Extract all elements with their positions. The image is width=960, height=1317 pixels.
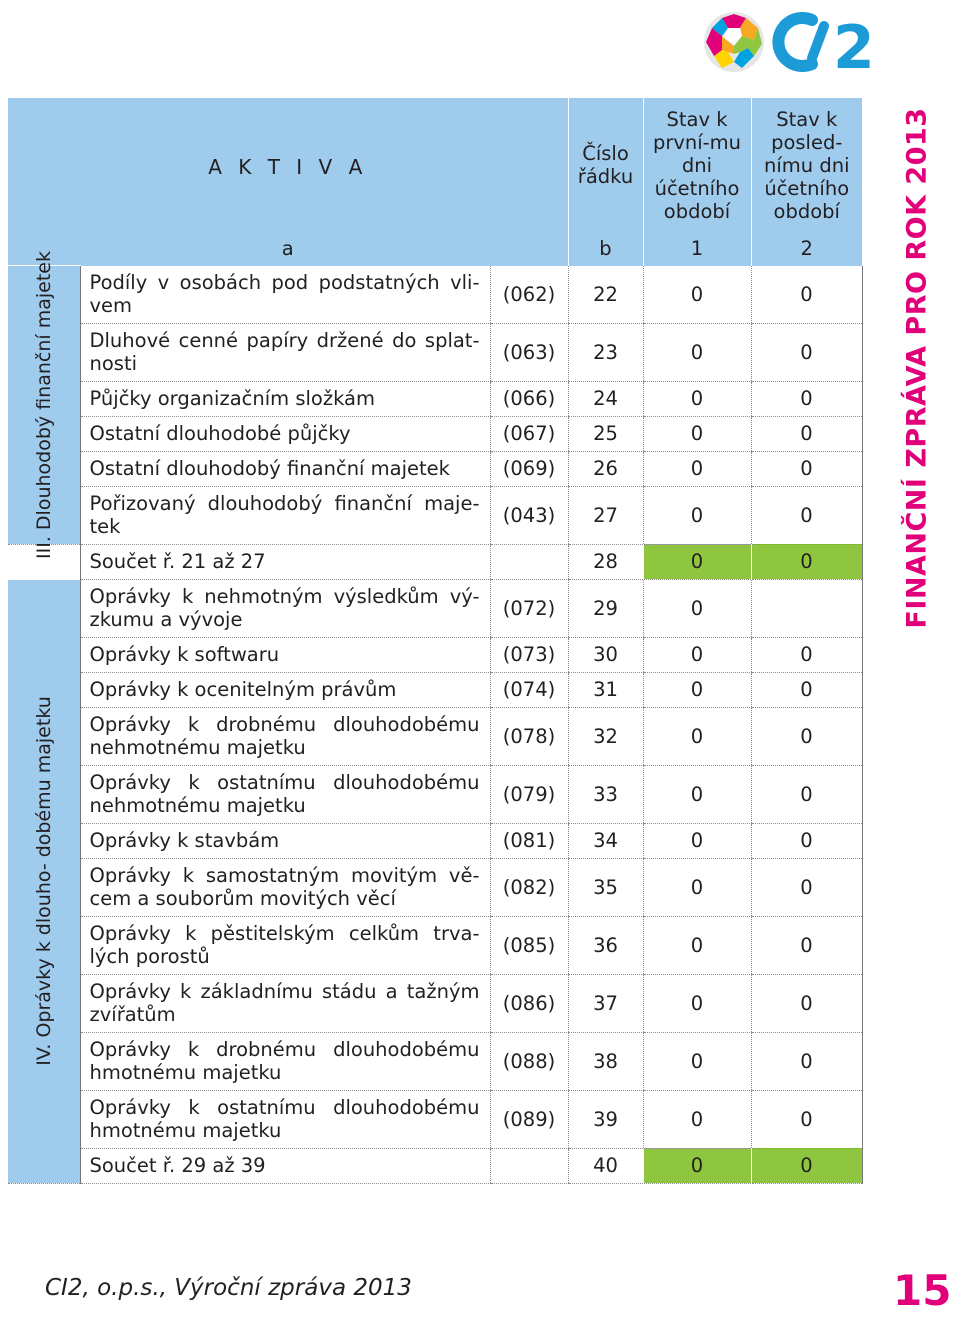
row-value-last: 0 xyxy=(751,765,862,823)
row-number: 36 xyxy=(568,916,643,974)
row-code: (078) xyxy=(490,707,568,765)
row-number: 25 xyxy=(568,416,643,451)
row-value-last: 0 xyxy=(751,381,862,416)
row-value-last: 0 xyxy=(751,974,862,1032)
row-label: Ostatní dlouhodobý finanční majetek xyxy=(80,451,490,486)
row-number: 29 xyxy=(568,579,643,637)
row-label: Oprávky k drobnému dlouhodobému hmotnému majetku xyxy=(80,1032,490,1090)
table-row xyxy=(8,916,862,974)
page-number: 15 xyxy=(893,1266,952,1315)
col-letter-b: b xyxy=(568,232,643,266)
table-row xyxy=(8,974,862,1032)
row-number: 26 xyxy=(568,451,643,486)
row-code: (072) xyxy=(490,579,568,637)
ci2-wordmark xyxy=(778,13,874,76)
footer-org-text: CI2, o.p.s., Výroční zpráva 2013 xyxy=(45,1275,412,1301)
row-code: (043) xyxy=(490,486,568,544)
sum-value-first: 0 xyxy=(643,1148,751,1183)
row-label: Oprávky k ocenitelným právům xyxy=(80,672,490,707)
row-label: Oprávky k stavbám xyxy=(80,823,490,858)
row-number: 37 xyxy=(568,974,643,1032)
row-code: (086) xyxy=(490,974,568,1032)
row-value-last: 0 xyxy=(751,823,862,858)
row-label: Oprávky k pěstitelským celkům trva-lých porostů xyxy=(80,916,490,974)
row-number: 22 xyxy=(568,266,643,324)
row-code: (074) xyxy=(490,672,568,707)
row-label: Oprávky k samostatným movitým vě-cem a souborům movitých věcí xyxy=(80,858,490,916)
sum-value-last: 0 xyxy=(751,544,862,579)
row-label: Oprávky k ostatnímu dlouhodobému hmotnému majetku xyxy=(80,1090,490,1148)
report-side-title: FINANČNÍ ZPRÁVA PRO ROK 2013 xyxy=(901,107,933,629)
row-number: 31 xyxy=(568,672,643,707)
row-value-first: 0 xyxy=(643,1032,751,1090)
row-value-last: 0 xyxy=(751,416,862,451)
row-code: (082) xyxy=(490,858,568,916)
table-row xyxy=(8,823,862,858)
row-code: (081) xyxy=(490,823,568,858)
row-number: 28 xyxy=(568,544,643,579)
table-row xyxy=(8,858,862,916)
table-row xyxy=(8,486,862,544)
row-code: (066) xyxy=(490,381,568,416)
row-code: (062) xyxy=(490,266,568,324)
row-value-first: 0 xyxy=(643,637,751,672)
row-code xyxy=(490,544,568,579)
row-value-first: 0 xyxy=(643,707,751,765)
row-number: 30 xyxy=(568,637,643,672)
row-value-first: 0 xyxy=(643,1090,751,1148)
ci2-logo xyxy=(700,6,895,76)
table-row xyxy=(8,1032,862,1090)
row-value-first: 0 xyxy=(643,451,751,486)
row-code: (079) xyxy=(490,765,568,823)
row-value-first: 0 xyxy=(643,486,751,544)
row-value-last: 0 xyxy=(751,486,862,544)
table-row xyxy=(8,579,862,637)
row-label: Oprávky k nehmotným výsledkům vý-zkumu a vývoje xyxy=(80,579,490,637)
row-label: Oprávky k drobnému dlouhodobému nehmotnému majetku xyxy=(80,707,490,765)
table-row xyxy=(8,381,862,416)
row-value-first: 0 xyxy=(643,416,751,451)
row-value-last: 0 xyxy=(751,451,862,486)
row-value-last: 0 xyxy=(751,637,862,672)
row-number: 27 xyxy=(568,486,643,544)
row-code xyxy=(490,1148,568,1183)
colorful-ball-icon xyxy=(704,12,764,72)
section-label-depreciation: IV. Oprávky k dlouho- dobému majetku xyxy=(8,579,80,1183)
row-value-first: 0 xyxy=(643,266,751,324)
table-row xyxy=(8,451,862,486)
row-value-last: 0 xyxy=(751,1090,862,1148)
svg-text:2: 2 xyxy=(833,13,875,76)
row-code: (073) xyxy=(490,637,568,672)
row-value-first: 0 xyxy=(643,858,751,916)
row-number: 39 xyxy=(568,1090,643,1148)
row-value-first: 0 xyxy=(643,823,751,858)
col-header-first: Stav k první-mu dni účetního období xyxy=(643,98,751,232)
row-value-first: 0 xyxy=(643,672,751,707)
section-label-financial: III. Dlouhodobý finanční majetek xyxy=(8,266,80,545)
row-value-last: 0 xyxy=(751,1032,862,1090)
row-number: 23 xyxy=(568,323,643,381)
row-label: Oprávky k základnímu stádu a tažným zvířatům xyxy=(80,974,490,1032)
sum-row xyxy=(8,1148,862,1183)
col-letter-1: 1 xyxy=(643,232,751,266)
sum-value-last: 0 xyxy=(751,1148,862,1183)
table-row xyxy=(8,765,862,823)
table-row xyxy=(8,323,862,381)
header-letters-row xyxy=(8,232,862,266)
row-label: Pořizovaný dlouhodobý finanční maje-tek xyxy=(80,486,490,544)
row-label: Půjčky organizačním složkám xyxy=(80,381,490,416)
aktiva-table xyxy=(8,98,863,1184)
header-row xyxy=(8,98,862,232)
row-label: Oprávky k ostatnímu dlouhodobému nehmotnému majetku xyxy=(80,765,490,823)
row-value-last xyxy=(751,579,862,637)
col-letter-2: 2 xyxy=(751,232,862,266)
col-header-code: Číslo řádku xyxy=(568,98,643,232)
col-letter-a: a xyxy=(8,232,568,266)
row-value-last: 0 xyxy=(751,323,862,381)
row-value-first: 0 xyxy=(643,765,751,823)
row-label: Oprávky k softwaru xyxy=(80,637,490,672)
row-label: Ostatní dlouhodobé půjčky xyxy=(80,416,490,451)
row-value-first: 0 xyxy=(643,974,751,1032)
row-code: (067) xyxy=(490,416,568,451)
row-value-first: 0 xyxy=(643,916,751,974)
col-header-last: Stav k posled-nímu dni účetního období xyxy=(751,98,862,232)
row-value-first: 0 xyxy=(643,381,751,416)
row-label: Součet ř. 21 až 27 xyxy=(80,544,490,579)
sum-row xyxy=(8,544,862,579)
row-label: Dluhové cenné papíry držené do splat-nosti xyxy=(80,323,490,381)
table-row xyxy=(8,637,862,672)
table-row xyxy=(8,672,862,707)
row-number: 32 xyxy=(568,707,643,765)
table-row xyxy=(8,1090,862,1148)
row-number: 24 xyxy=(568,381,643,416)
row-value-last: 0 xyxy=(751,672,862,707)
row-label: Součet ř. 29 až 39 xyxy=(80,1148,490,1183)
row-number: 34 xyxy=(568,823,643,858)
table-row xyxy=(8,416,862,451)
row-number: 35 xyxy=(568,858,643,916)
sum-value-first: 0 xyxy=(643,544,751,579)
row-value-last: 0 xyxy=(751,916,862,974)
table-row xyxy=(8,266,862,324)
row-label: Podíly v osobách pod podstatných vli-vem xyxy=(80,266,490,324)
row-number: 38 xyxy=(568,1032,643,1090)
row-value-last: 0 xyxy=(751,266,862,324)
table-row xyxy=(8,707,862,765)
row-value-first: 0 xyxy=(643,323,751,381)
row-code: (089) xyxy=(490,1090,568,1148)
row-code: (085) xyxy=(490,916,568,974)
row-number: 40 xyxy=(568,1148,643,1183)
row-code: (088) xyxy=(490,1032,568,1090)
row-value-last: 0 xyxy=(751,707,862,765)
aktiva-title: A K T I V A xyxy=(8,98,568,232)
row-code: (069) xyxy=(490,451,568,486)
row-number: 33 xyxy=(568,765,643,823)
row-value-last: 0 xyxy=(751,858,862,916)
row-value-first: 0 xyxy=(643,579,751,637)
row-code: (063) xyxy=(490,323,568,381)
